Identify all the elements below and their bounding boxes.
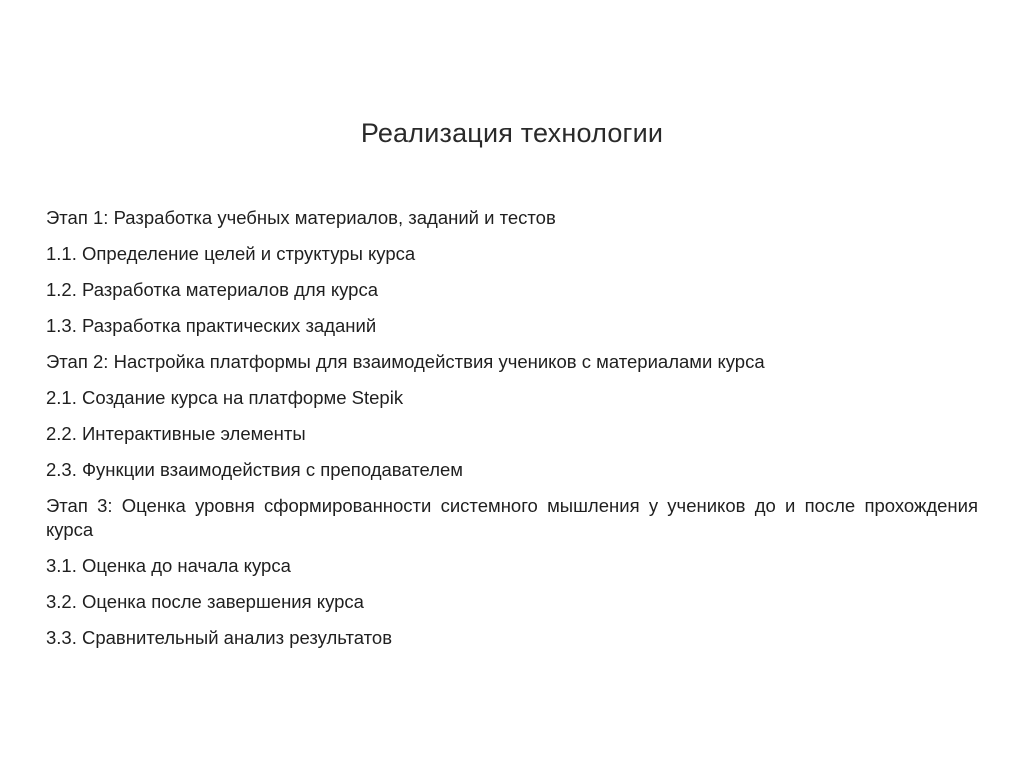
slide-content	[46, 206, 978, 662]
list-item-3-2: 3.2. Оценка после завершения курса	[46, 591, 364, 612]
list-item-2-3: 2.3. Функции взаимодействия с преподавателем	[46, 459, 464, 480]
list-item-3-3: 3.3. Сравнительный анализ результатов	[46, 627, 393, 648]
stage-1-heading: Этап 1: Разработка учебных материалов, заданий и тестов	[46, 207, 556, 228]
stage-2-heading: Этап 2: Настройка платформы для взаимодействия учеников с материалами курса	[46, 351, 765, 372]
list-item-1-3: 1.3. Разработка практических заданий	[46, 315, 377, 336]
list-item-1-2: 1.2. Разработка материалов для курса	[46, 279, 378, 300]
list-item-2-1: 2.1. Создание курса на платформе Stepik	[46, 387, 404, 408]
list-item-2-2: 2.2. Интерактивные элементы	[46, 423, 306, 444]
list-item-1-1: 1.1. Определение целей и структуры курса	[46, 243, 416, 264]
list-item-3-1: 3.1. Оценка до начала курса	[46, 555, 291, 576]
stage-3-heading: Этап 3: Оценка уровня сформированности системного мышления у учеников до и после прохождения курса	[46, 495, 978, 540]
slide-title: Реализация технологии	[360, 118, 664, 148]
